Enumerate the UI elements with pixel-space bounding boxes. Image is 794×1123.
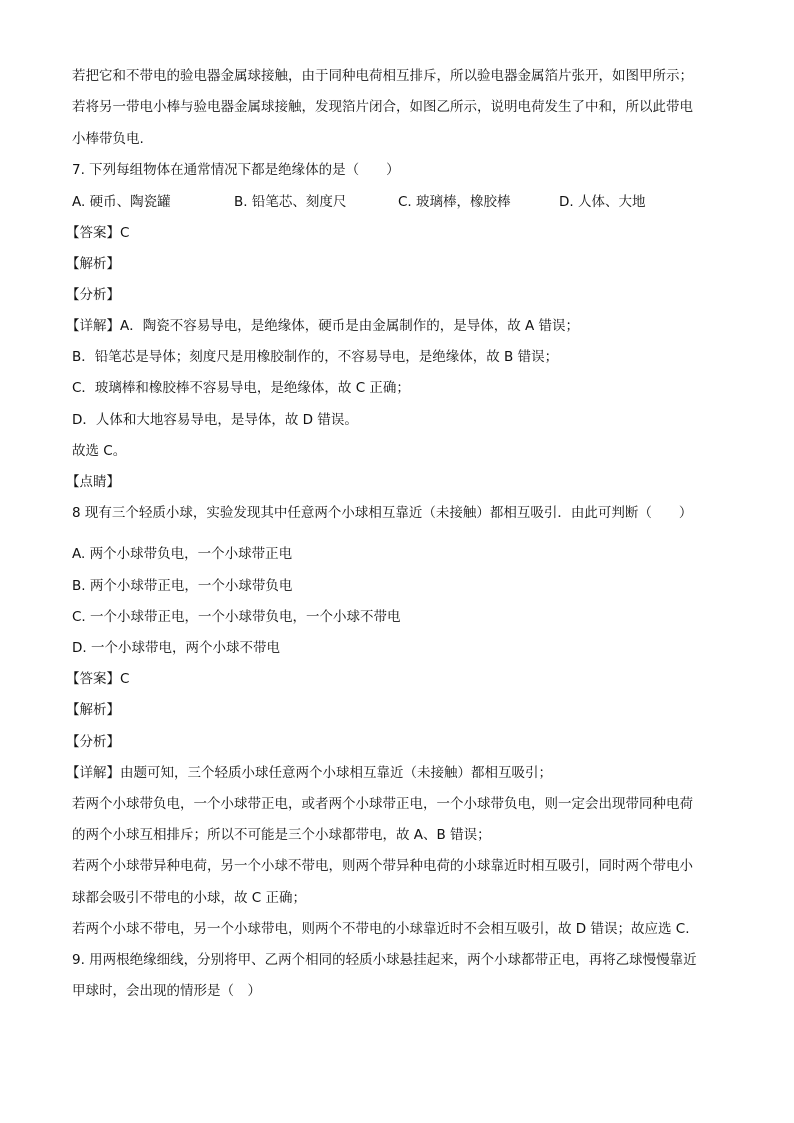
q8-detail-2: 若两个小球带负电，一个小球带正电，或者两个小球带正电，一个小球带负电，则一定会出现带同种电荷 [72,796,693,812]
q7-analysis-heading: 【解析】 [66,256,120,272]
q8-detail-3: 的两个小球互相排斥；所以不可能是三个小球都带电，故 A、B 错误； [72,827,491,843]
q7-option-c: C. 玻璃棒，橡胶棒 [398,194,511,210]
q7-option-a: A. 硬币、陶瓷罐 [72,194,171,210]
q7-option-b: B. 铅笔芯、刻度尺 [234,194,347,210]
q7-dianjing-heading: 【点睛】 [66,474,120,490]
q8-option-c: C. 一个小球带正电，一个小球带负电，一个小球不带电 [72,609,401,625]
q7-choose: 故选 C。 [72,443,127,459]
intro-line-2: 若将另一带电小棒与验电器金属球接触，发现箔片闭合，如图乙所示，说明电荷发生了中和，所以此带电 [72,99,693,115]
q7-detail-4: D．人体和大地容易导电，是导体，故 D 错误。 [72,412,358,428]
q7-answer: 【答案】C [66,225,130,241]
intro-line-1: 若把它和不带电的验电器金属球接触，由于同种电荷相互排斥，所以验电器金属箔片张开，如图甲所示； [72,68,693,84]
q8-detail-1: 【详解】由题可知，三个轻质小球任意两个小球相互靠近（未接触）都相互吸引； [66,765,552,781]
q7-detail-1: 【详解】A．陶瓷不容易导电，是绝缘体，硬币是由金属制作的，是导体，故 A 错误； [66,318,580,334]
q8-option-d: D. 一个小球带电，两个小球不带电 [72,640,280,656]
q7-detail-3: C．玻璃棒和橡胶棒不容易导电，是绝缘体，故 C 正确； [72,380,410,396]
q8-option-a: A. 两个小球带负电，一个小球带正电 [72,546,293,562]
q8-fenxi-heading: 【分析】 [66,734,120,750]
intro-line-3: 小棒带负电. [72,131,144,147]
q7-stem: 7. 下列每组物体在通常情况下都是绝缘体的是（ ） [72,162,400,178]
q9-stem-line-2: 甲球时，会出现的情形是（ ） [72,983,261,999]
q8-detail-6: 若两个小球不带电，另一个小球带电，则两个不带电的小球靠近时不会相互吸引，故 D 错误；故应选 C. [72,921,690,937]
q7-fenxi-heading: 【分析】 [66,287,120,303]
q8-analysis-heading: 【解析】 [66,702,120,718]
q8-option-b: B. 两个小球带正电，一个小球带负电 [72,578,293,594]
q8-detail-5: 球都会吸引不带电的小球，故 C 正确； [72,890,307,906]
q7-detail-2: B．铅笔芯是导体；刻度尺是用橡胶制作的，不容易导电，是绝缘体，故 B 错误； [72,349,559,365]
q8-answer: 【答案】C [66,671,130,687]
q7-option-d: D. 人体、大地 [559,194,646,210]
q8-stem: 8 现有三个轻质小球，实验发现其中任意两个小球相互靠近（未接触）都相互吸引．由此可判断（ ） [72,505,693,521]
q7-options [72,192,732,212]
q9-stem-line-1: 9. 用两根绝缘细线，分别将甲、乙两个相同的轻质小球悬挂起来，两个小球都带正电，再将乙球慢慢靠近 [72,952,697,968]
q8-detail-4: 若两个小球带异种电荷，另一个小球不带电，则两个带异种电荷的小球靠近时相互吸引，同时两个带电小 [72,858,693,874]
